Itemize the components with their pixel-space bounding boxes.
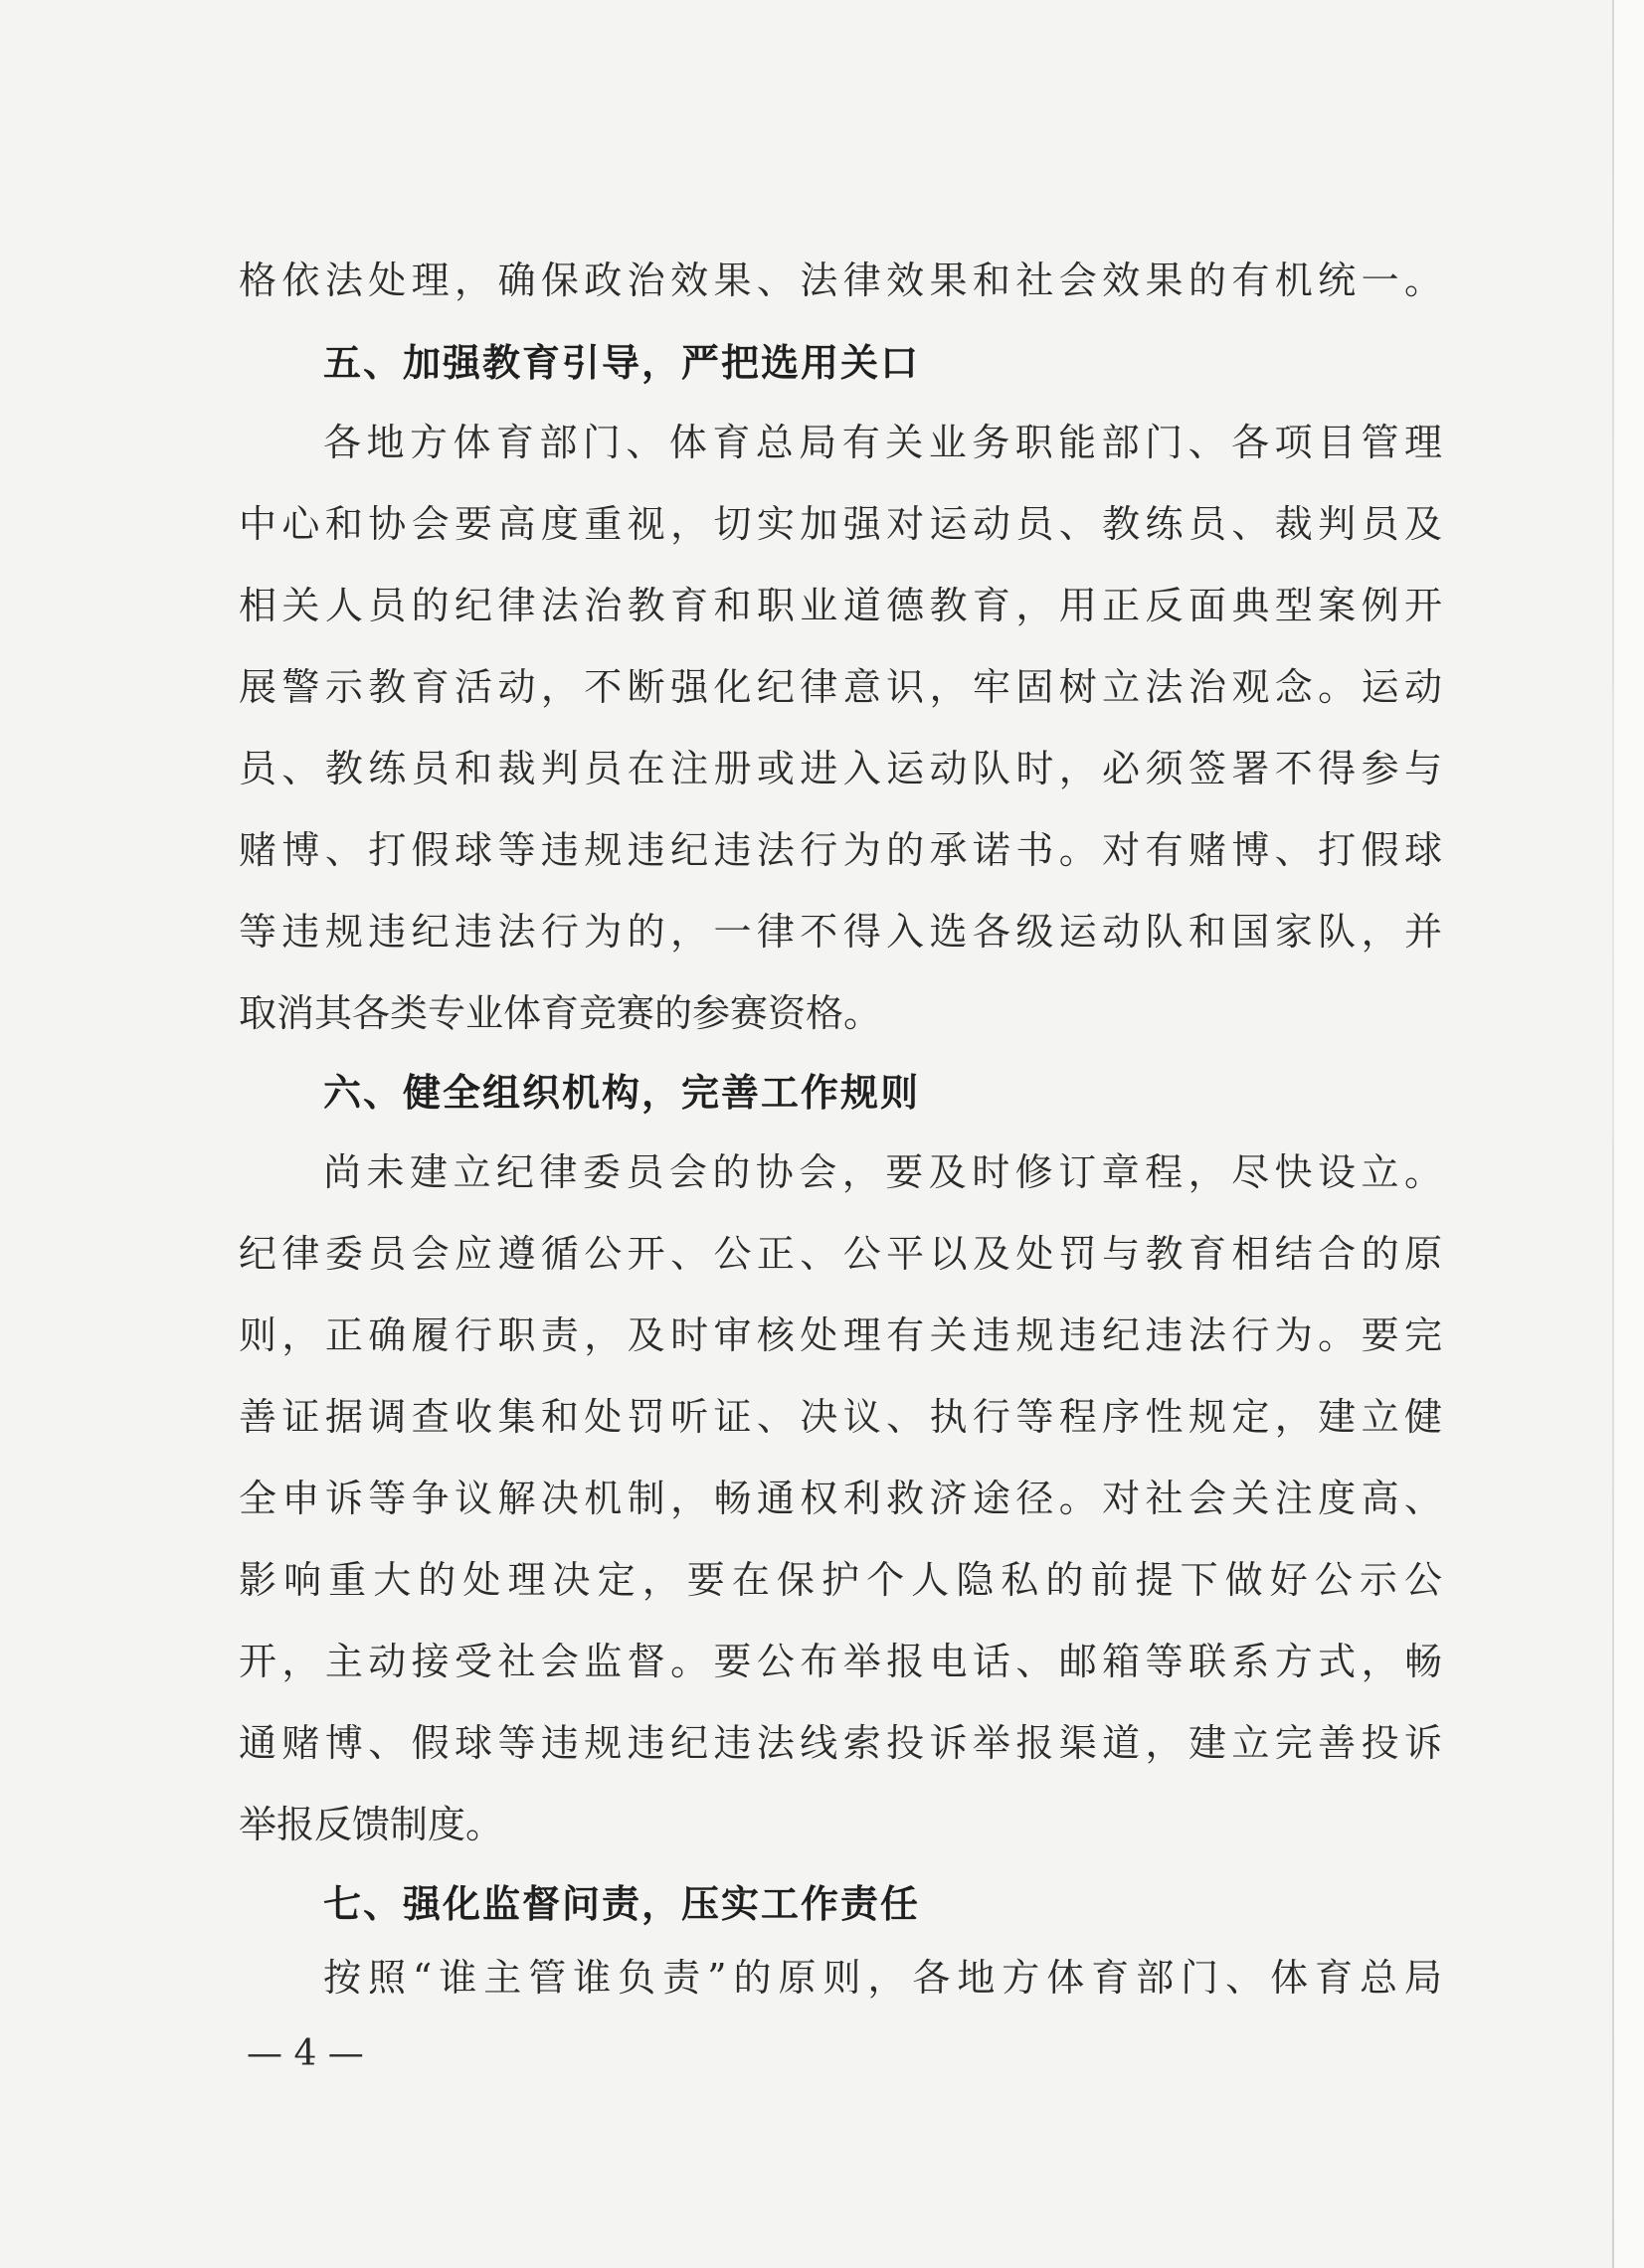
paragraph-line: 纪律委员会应遵循公开、公正、公平以及处罚与教育相结合的原 (239, 1232, 1442, 1276)
paragraph-line: 全申诉等争议解决机制，畅通权利救济途径。对社会关注度高、 (239, 1477, 1442, 1520)
paragraph-line: 赌博、打假球等违规违纪违法行为的承诺书。对有赌博、打假球 (239, 828, 1442, 872)
paragraph-line: 通赌博、假球等违规违纪违法线索投诉举报渠道，建立完善投诉 (239, 1721, 1442, 1765)
paragraph-line: 影响重大的处理决定，要在保护个人隐私的前提下做好公示公 (239, 1558, 1442, 1602)
paragraph-line: 善证据调查收集和处罚听证、决议、执行等程序性规定，建立健 (239, 1395, 1442, 1439)
section-heading-7: 七、强化监督问责，压实工作责任 (323, 1882, 921, 1926)
text-line: 格依法处理，确保政治效果、法律效果和社会效果的有机统一。 (239, 259, 1442, 302)
scan-edge (1612, 0, 1614, 2268)
paragraph-line: 尚未建立纪律委员会的协会，要及时修订章程，尽快设立。 (323, 1150, 1442, 1194)
paragraph-line: 取消其各类专业体育竞赛的参赛资格。 (239, 991, 882, 1035)
paragraph-line: 按照“谁主管谁负责”的原则，各地方体育部门、体育总局 (323, 1956, 1442, 2000)
page-number: — 4 — (247, 2033, 364, 2074)
paragraph-line: 展警示教育活动，不断强化纪律意识，牢固树立法治观念。运动 (239, 665, 1442, 709)
paragraph-line: 员、教练员和裁判员在注册或进入运动队时，必须签署不得参与 (239, 747, 1442, 790)
paragraph-line: 举报反馈制度。 (239, 1803, 504, 1846)
paragraph-line: 开，主动接受社会监督。要公布举报电话、邮箱等联系方式，畅 (239, 1640, 1442, 1683)
paragraph-line: 中心和协会要高度重视，切实加强对运动员、教练员、裁判员及 (239, 502, 1442, 546)
paragraph-line: 相关人员的纪律法治教育和职业道德教育，用正反面典型案例开 (239, 584, 1442, 627)
section-heading-6: 六、健全组织机构，完善工作规则 (323, 1071, 921, 1115)
paragraph-line: 各地方体育部门、体育总局有关业务职能部门、各项目管理 (323, 421, 1442, 464)
section-heading-5: 五、加强教育引导，严把选用关口 (323, 341, 921, 385)
paragraph-line: 等违规违纪违法行为的，一律不得入选各级运动队和国家队，并 (239, 910, 1442, 954)
scan-margin (1614, 0, 1644, 2268)
paragraph-line: 则，正确履行职责，及时审核处理有关违规违纪违法行为。要完 (239, 1313, 1442, 1357)
